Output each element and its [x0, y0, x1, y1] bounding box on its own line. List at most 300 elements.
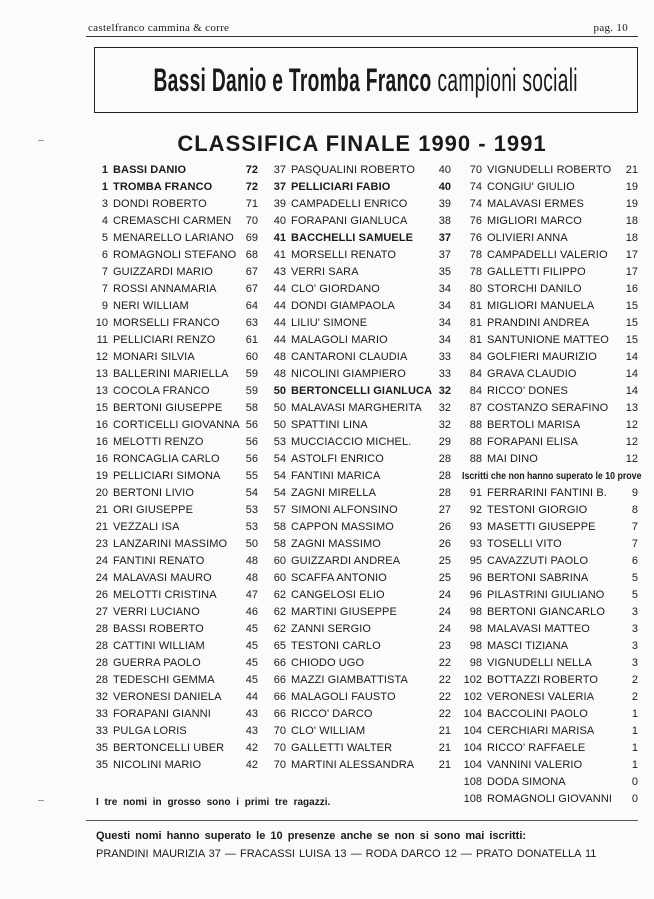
points: 22 [438, 657, 451, 669]
rank: 104 [463, 708, 482, 720]
athlete-name: GUERRA PAOLO [113, 657, 201, 669]
athlete-name: MENARELLO LARIANO [113, 232, 234, 244]
ranking-row [266, 264, 456, 281]
points: 6 [631, 555, 638, 567]
rank: 5 [101, 232, 108, 244]
points: 42 [245, 759, 258, 771]
ranking-row [88, 689, 268, 706]
rank: 50 [273, 385, 286, 397]
ranking-row [266, 655, 456, 672]
rank: 32 [95, 691, 108, 703]
ranking-row [88, 366, 268, 383]
rank: 84 [469, 351, 482, 363]
athlete-name: FANTINI MARICA [291, 470, 381, 482]
ranking-row [266, 366, 456, 383]
points: 3 [631, 657, 638, 669]
rank: 16 [95, 419, 108, 431]
ranking-row [266, 553, 456, 570]
rank: 70 [273, 725, 286, 737]
ranking-row [88, 451, 268, 468]
rank: 54 [273, 470, 286, 482]
rank: 95 [469, 555, 482, 567]
ranking-row [88, 213, 268, 230]
athlete-name: ZANNI SERGIO [291, 623, 372, 635]
rank: 27 [95, 606, 108, 618]
points: 56 [245, 419, 258, 431]
athlete-name: CORTICELLI GIOVANNA [113, 419, 240, 431]
ranking-row [88, 621, 268, 638]
ranking-row [462, 689, 642, 706]
athlete-name: VEZZALI ISA [113, 521, 180, 533]
athlete-name: BERTONI GIANCARLO [487, 606, 606, 618]
points: 28 [438, 453, 451, 465]
athlete-name: ASTOLFI ENRICO [291, 453, 384, 465]
points: 35 [438, 266, 451, 278]
rank: 108 [463, 793, 482, 805]
ranking-row [88, 604, 268, 621]
points: 59 [245, 385, 258, 397]
athlete-name: MALAVASI MARGHERITA [291, 402, 422, 414]
rank: 104 [463, 725, 482, 737]
ranking-row [266, 689, 456, 706]
athlete-name: MELOTTI RENZO [113, 436, 204, 448]
rank: 66 [273, 657, 286, 669]
points: 64 [245, 300, 258, 312]
points: 24 [438, 589, 451, 601]
athlete-name: OLIVIERI ANNA [487, 232, 568, 244]
points: 1 [631, 708, 638, 720]
ranking-row [266, 196, 456, 213]
athlete-name: BERTONI SABRINA [487, 572, 589, 584]
points: 13 [625, 402, 638, 414]
rank: 70 [273, 759, 286, 771]
rank: 28 [95, 623, 108, 635]
margin-mark [38, 800, 44, 801]
ranking-row [462, 179, 642, 196]
points: 40 [438, 164, 451, 176]
athlete-name: RONCAGLIA CARLO [113, 453, 220, 465]
ranking-row [266, 757, 456, 774]
points: 21 [438, 742, 451, 754]
rank: 16 [95, 453, 108, 465]
ranking-row [462, 757, 642, 774]
ranking-row [266, 604, 456, 621]
athlete-name: MASETTI GIUSEPPE [487, 521, 596, 533]
rank: 78 [469, 249, 482, 261]
ranking-row [462, 502, 642, 519]
athlete-name: CONGIU' GIULIO [487, 181, 575, 193]
points: 2 [631, 674, 638, 686]
ranking-row [88, 434, 268, 451]
points: 26 [438, 521, 451, 533]
ranking-column-2 [266, 162, 456, 774]
athlete-name: CAMPADELLI ENRICO [291, 198, 408, 210]
ranking-row [88, 468, 268, 485]
page-title: CLASSIFICA FINALE 1990 - 1991 [177, 131, 547, 156]
ranking-row [266, 485, 456, 502]
rank: 23 [95, 538, 108, 550]
ranking-row [462, 298, 642, 315]
athlete-name: ROMAGNOLI STEFANO [113, 249, 237, 261]
rank: 33 [95, 708, 108, 720]
ranking-row [88, 519, 268, 536]
points: 22 [438, 691, 451, 703]
points: 28 [438, 487, 451, 499]
rank: 15 [95, 402, 108, 414]
rank: 80 [469, 283, 482, 295]
athlete-name: PELLICIARI SIMONA [113, 470, 221, 482]
bottom-divider [86, 820, 638, 821]
banner-box [94, 47, 638, 113]
rank: 4 [101, 215, 108, 227]
points: 21 [438, 725, 451, 737]
points: 2 [631, 691, 638, 703]
rank: 60 [273, 572, 286, 584]
points: 3 [631, 640, 638, 652]
points: 37 [438, 232, 451, 244]
athlete-name: MELOTTI CRISTINA [113, 589, 217, 601]
athlete-name: BOTTAZZI ROBERTO [487, 674, 598, 686]
ranking-row [462, 315, 642, 332]
points: 24 [438, 606, 451, 618]
athlete-name: ORI GIUSEPPE [113, 504, 194, 516]
ranking-row [266, 179, 456, 196]
points: 72 [245, 164, 258, 176]
rank: 1 [101, 164, 108, 176]
points: 14 [625, 385, 638, 397]
rank: 58 [273, 538, 286, 550]
points: 21 [438, 759, 451, 771]
ranking-row [266, 349, 456, 366]
points: 24 [438, 623, 451, 635]
ranking-row [462, 162, 642, 179]
rank: 3 [101, 198, 108, 210]
points: 9 [631, 487, 638, 499]
rank: 44 [273, 334, 286, 346]
ranking-row [266, 417, 456, 434]
athlete-name: MALAVASI MATTEO [487, 623, 590, 635]
ranking-row [88, 706, 268, 723]
athlete-name: MORSELLI FRANCO [113, 317, 220, 329]
points: 22 [438, 708, 451, 720]
rank: 54 [273, 487, 286, 499]
rank: 81 [469, 334, 482, 346]
rank: 41 [273, 249, 286, 261]
ranking-row [462, 774, 642, 791]
rank: 48 [273, 351, 286, 363]
athlete-name: MONARI SILVIA [113, 351, 195, 363]
athlete-name: BASSI DANIO [113, 164, 187, 176]
points: 48 [245, 572, 258, 584]
points: 43 [245, 708, 258, 720]
athlete-name: VERRI SARA [291, 266, 359, 278]
footnote: I tre nomi in grosso sono i primi tre ragazzi. [96, 797, 331, 808]
ranking-row [88, 485, 268, 502]
ranking-row [88, 587, 268, 604]
points: 55 [245, 470, 258, 482]
athlete-name: VANNINI VALERIO [487, 759, 583, 771]
points: 5 [631, 572, 638, 584]
ranking-row [462, 264, 642, 281]
rank: 62 [273, 606, 286, 618]
points: 68 [245, 249, 258, 261]
rank: 44 [273, 283, 286, 295]
points: 67 [245, 266, 258, 278]
points: 32 [438, 402, 451, 414]
rank: 1 [101, 181, 108, 193]
ranking-row [462, 434, 642, 451]
ranking-row [88, 383, 268, 400]
ranking-row [462, 281, 642, 298]
page-number: pag. 10 [593, 22, 628, 34]
rank: 53 [273, 436, 286, 448]
athlete-name: DONDI GIAMPAOLA [291, 300, 395, 312]
athlete-name: FANTINI RENATO [113, 555, 205, 567]
points: 69 [245, 232, 258, 244]
rank: 50 [273, 402, 286, 414]
rank: 108 [463, 776, 482, 788]
points: 7 [631, 538, 638, 550]
athlete-name: CAVAZZUTI PAOLO [487, 555, 589, 567]
ranking-row [88, 281, 268, 298]
athlete-name: TOSELLI VITO [487, 538, 562, 550]
ranking-row [462, 332, 642, 349]
rank: 74 [469, 181, 482, 193]
athlete-name: MARTINI GIUSEPPE [291, 606, 397, 618]
rank: 28 [95, 674, 108, 686]
rank: 11 [96, 334, 108, 346]
points: 23 [438, 640, 451, 652]
ranking-row [88, 723, 268, 740]
ranking-row [462, 553, 642, 570]
athlete-name: VIGNUDELLI ROBERTO [487, 164, 612, 176]
points: 25 [438, 555, 451, 567]
ranking-row [266, 332, 456, 349]
athlete-name: CANGELOSI ELIO [291, 589, 385, 601]
ranking-row [88, 332, 268, 349]
rank: 26 [95, 589, 108, 601]
athlete-name: FERRARINI FANTINI B. [487, 487, 607, 499]
unregistered-title: Questi nomi hanno superato le 10 presenze anche se non si sono mai iscritti: [96, 830, 527, 842]
points: 38 [438, 215, 451, 227]
ranking-list-under-10 [462, 485, 642, 808]
athlete-name: CATTINI WILLIAM [113, 640, 205, 652]
athlete-name: ROMAGNOLI GIOVANNI [487, 793, 613, 805]
athlete-name: CANTARONI CLAUDIA [291, 351, 408, 363]
rank: 62 [273, 623, 286, 635]
ranking-row [88, 502, 268, 519]
ranking-row [266, 434, 456, 451]
athlete-name: ZAGNI MIRELLA [291, 487, 377, 499]
ranking-row [88, 570, 268, 587]
athlete-name: MALAGOLI MARIO [291, 334, 388, 346]
athlete-name: CLO' WILLIAM [291, 725, 366, 737]
athlete-name: PASQUALINI ROBERTO [291, 164, 416, 176]
points: 27 [438, 504, 451, 516]
points: 34 [438, 300, 451, 312]
points: 63 [245, 317, 258, 329]
ranking-row [266, 672, 456, 689]
points: 61 [245, 334, 258, 346]
ranking-row [88, 655, 268, 672]
rank: 76 [469, 215, 482, 227]
ranking-row [462, 723, 642, 740]
rank: 84 [469, 368, 482, 380]
athlete-name: SPATTINI LINA [291, 419, 368, 431]
points: 28 [438, 470, 451, 482]
athlete-name: GALLETTI WALTER [291, 742, 393, 754]
rank: 43 [273, 266, 286, 278]
points: 42 [245, 742, 258, 754]
ranking-row [266, 638, 456, 655]
athlete-name: NICOLINI MARIO [113, 759, 202, 771]
rank: 21 [95, 504, 108, 516]
points: 17 [625, 249, 638, 261]
ranking-row [266, 536, 456, 553]
ranking-row [266, 570, 456, 587]
rank: 60 [273, 555, 286, 567]
points: 45 [245, 623, 258, 635]
rank: 93 [469, 521, 482, 533]
ranking-row [462, 349, 642, 366]
section-note: Iscritti che non hanno superato le 10 prove [462, 471, 642, 482]
athlete-name: PILASTRINI GIULIANO [487, 589, 605, 601]
athlete-name: MALAVASI ERMES [487, 198, 584, 210]
points: 14 [625, 351, 638, 363]
points: 67 [245, 283, 258, 295]
ranking-row [462, 621, 642, 638]
rank: 40 [273, 215, 286, 227]
header-publication: castelfranco cammina & corre [88, 22, 230, 34]
athlete-name: MASCI TIZIANA [487, 640, 569, 652]
rank: 21 [95, 521, 108, 533]
rank: 7 [101, 266, 108, 278]
athlete-name: GOLFIERI MAURIZIO [487, 351, 597, 363]
athlete-name: CLO' GIORDANO [291, 283, 380, 295]
ranking-row [88, 553, 268, 570]
header-divider [86, 36, 638, 37]
athlete-name: SIMONI ALFONSINO [291, 504, 398, 516]
ranking-row [462, 655, 642, 672]
rank: 81 [469, 300, 482, 312]
ranking-row [88, 400, 268, 417]
ranking-row [88, 417, 268, 434]
ranking-row [266, 315, 456, 332]
points: 72 [245, 181, 258, 193]
points: 48 [245, 555, 258, 567]
ranking-row [462, 791, 642, 808]
rank: 62 [273, 589, 286, 601]
athlete-name: DODA SIMONA [487, 776, 566, 788]
rank: 81 [469, 317, 482, 329]
athlete-name: LANZARINI MASSIMO [113, 538, 228, 550]
points: 60 [245, 351, 258, 363]
points: 19 [625, 181, 638, 193]
athlete-name: LILIU' SIMONE [291, 317, 368, 329]
ranking-row [88, 230, 268, 247]
athlete-name: COCOLA FRANCO [113, 385, 210, 397]
rank: 70 [469, 164, 482, 176]
ranking-row [462, 519, 642, 536]
ranking-row [266, 621, 456, 638]
rank: 58 [273, 521, 286, 533]
rank: 57 [273, 504, 286, 516]
athlete-name: NERI WILLIAM [113, 300, 189, 312]
ranking-row [88, 638, 268, 655]
rank: 104 [463, 742, 482, 754]
points: 5 [631, 589, 638, 601]
points: 46 [245, 606, 258, 618]
rank: 6 [101, 249, 108, 261]
ranking-row [88, 740, 268, 757]
athlete-name: PULGA LORIS [113, 725, 187, 737]
points: 22 [438, 674, 451, 686]
rank: 98 [469, 657, 482, 669]
points: 34 [438, 283, 451, 295]
athlete-name: VERRI LUCIANO [113, 606, 200, 618]
rank: 96 [469, 572, 482, 584]
ranking-row [266, 468, 456, 485]
athlete-name: GUIZZARDI MARIO [113, 266, 213, 278]
ranking-row [266, 587, 456, 604]
points: 0 [631, 793, 638, 805]
points: 44 [245, 691, 258, 703]
points: 45 [245, 640, 258, 652]
athlete-name: GUIZZARDI ANDREA [291, 555, 401, 567]
ranking-row [462, 536, 642, 553]
athlete-name: STORCHI DANILO [487, 283, 582, 295]
athlete-name: BACCOLINI PAOLO [487, 708, 588, 720]
points: 19 [625, 198, 638, 210]
ranking-row [462, 230, 642, 247]
athlete-name: MIGLIORI MANUELA [487, 300, 595, 312]
points: 15 [625, 317, 638, 329]
athlete-name: BASSI ROBERTO [113, 623, 204, 635]
rank: 9 [101, 300, 108, 312]
ranking-row [266, 213, 456, 230]
athlete-name: RICCO' DONES [487, 385, 568, 397]
ranking-row [266, 247, 456, 264]
athlete-name: PRANDINI ANDREA [487, 317, 590, 329]
rank: 65 [273, 640, 286, 652]
ranking-row [462, 672, 642, 689]
athlete-name: ROSSI ANNAMARIA [113, 283, 217, 295]
points: 40 [438, 181, 451, 193]
rank: 24 [95, 572, 108, 584]
rank: 88 [469, 453, 482, 465]
points: 21 [625, 164, 638, 176]
ranking-row [266, 723, 456, 740]
rank: 13 [95, 385, 108, 397]
athlete-name: NICOLINI GIAMPIERO [291, 368, 406, 380]
athlete-name: TROMBA FRANCO [113, 181, 213, 193]
ranking-row [88, 196, 268, 213]
points: 1 [631, 725, 638, 737]
points: 14 [625, 368, 638, 380]
ranking-row [88, 536, 268, 553]
ranking-row [266, 298, 456, 315]
points: 18 [625, 232, 638, 244]
ranking-row [462, 366, 642, 383]
rank: 35 [95, 742, 108, 754]
athlete-name: MALAVASI MAURO [113, 572, 212, 584]
points: 8 [631, 504, 638, 516]
ranking-row [462, 451, 642, 468]
points: 17 [625, 266, 638, 278]
rank: 37 [273, 164, 286, 176]
athlete-name: MAZZI GIAMBATTISTA [291, 674, 408, 686]
athlete-name: VERONESI DANIELA [113, 691, 222, 703]
